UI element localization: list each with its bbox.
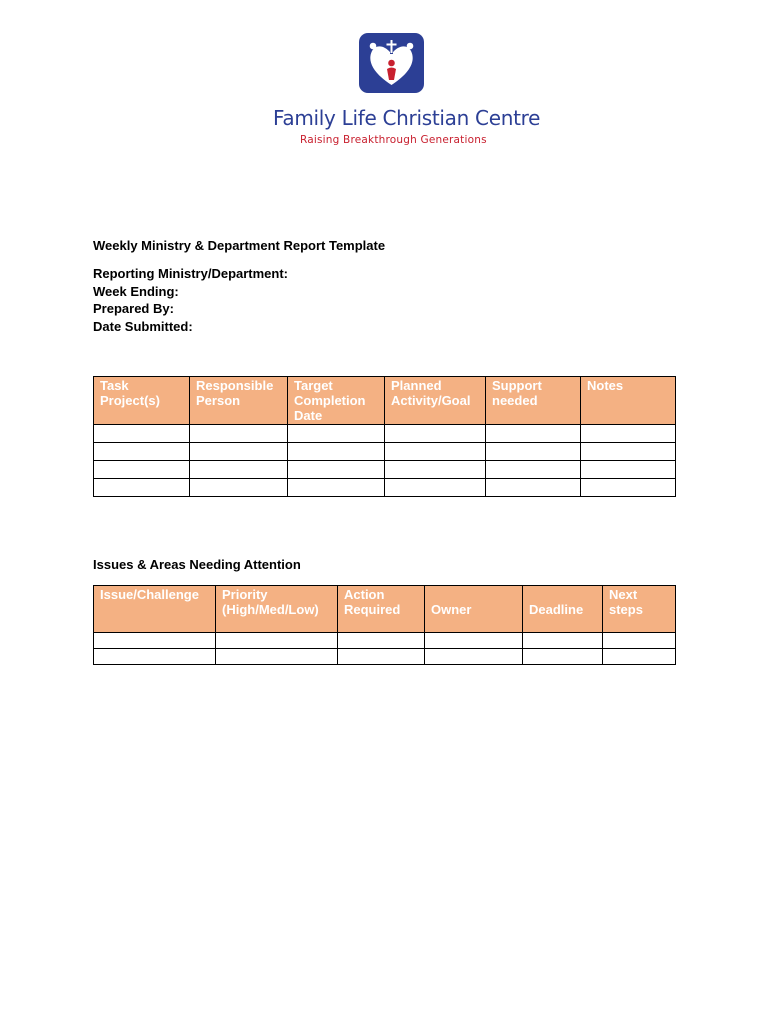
table-cell[interactable] [603, 649, 676, 665]
table-cell[interactable] [288, 479, 385, 497]
table-cell[interactable] [94, 461, 190, 479]
table-cell[interactable] [581, 461, 676, 479]
tasks-table [93, 376, 676, 497]
issues-header-owner: Owner [425, 586, 523, 633]
table-cell[interactable] [288, 425, 385, 443]
issues-header-priority: Priority (High/Med/Low) [216, 586, 338, 633]
table-cell[interactable] [190, 425, 288, 443]
table-cell[interactable] [288, 443, 385, 461]
table-cell[interactable] [523, 633, 603, 649]
table-cell[interactable] [94, 479, 190, 497]
table-row [94, 479, 676, 497]
church-logo-icon [359, 33, 424, 93]
tasks-header-notes: Notes [581, 377, 676, 425]
table-cell[interactable] [190, 443, 288, 461]
table-cell[interactable] [425, 633, 523, 649]
issues-table [93, 585, 676, 665]
tasks-table-header-row [94, 377, 676, 425]
tasks-header-task: Task Project(s) [94, 377, 190, 425]
table-cell[interactable] [338, 633, 425, 649]
meta-field-week-ending: Week Ending: [93, 283, 179, 299]
table-cell[interactable] [385, 425, 486, 443]
table-cell[interactable] [486, 425, 581, 443]
table-cell[interactable] [385, 443, 486, 461]
table-cell[interactable] [190, 479, 288, 497]
table-cell[interactable] [523, 649, 603, 665]
table-cell[interactable] [486, 461, 581, 479]
report-meta-fields [93, 265, 288, 335]
table-cell[interactable] [338, 649, 425, 665]
issues-section-title: Issues & Areas Needing Attention [93, 557, 301, 572]
table-cell[interactable] [94, 633, 216, 649]
table-cell[interactable] [94, 425, 190, 443]
issues-header-action: Action Required [338, 586, 425, 633]
org-tagline: Raising Breakthrough Generations [300, 134, 487, 146]
tasks-header-planned-activity: Planned Activity/Goal [385, 377, 486, 425]
table-cell[interactable] [94, 649, 216, 665]
table-row [94, 633, 676, 649]
org-name: Family Life Christian Centre [273, 106, 541, 130]
table-cell[interactable] [603, 633, 676, 649]
table-cell[interactable] [94, 443, 190, 461]
tasks-header-responsible: Responsible Person [190, 377, 288, 425]
table-row [94, 443, 676, 461]
meta-field-date-submitted: Date Submitted: [93, 318, 193, 334]
document-title: Weekly Ministry & Department Report Template [93, 238, 386, 253]
table-cell[interactable] [486, 479, 581, 497]
tasks-header-target-date: Target Completion Date [288, 377, 385, 425]
table-row [94, 425, 676, 443]
issues-header-next-steps: Next steps [603, 586, 676, 633]
meta-field-prepared-by: Prepared By: [93, 301, 174, 316]
table-cell[interactable] [425, 649, 523, 665]
meta-field-ministry: Reporting Ministry/Department: [93, 266, 289, 281]
issues-header-issue: Issue/Challenge [94, 586, 216, 633]
table-cell[interactable] [216, 649, 338, 665]
table-cell[interactable] [190, 461, 288, 479]
table-cell[interactable] [385, 461, 486, 479]
table-cell[interactable] [486, 443, 581, 461]
table-cell[interactable] [216, 633, 338, 649]
table-cell[interactable] [581, 479, 676, 497]
table-row [94, 649, 676, 665]
table-row [94, 461, 676, 479]
table-cell[interactable] [581, 425, 676, 443]
table-cell[interactable] [581, 443, 676, 461]
tasks-header-support: Support needed [486, 377, 581, 425]
issues-header-deadline: Deadline [523, 586, 603, 633]
table-cell[interactable] [288, 461, 385, 479]
table-cell[interactable] [385, 479, 486, 497]
issues-table-header-row [94, 586, 676, 633]
